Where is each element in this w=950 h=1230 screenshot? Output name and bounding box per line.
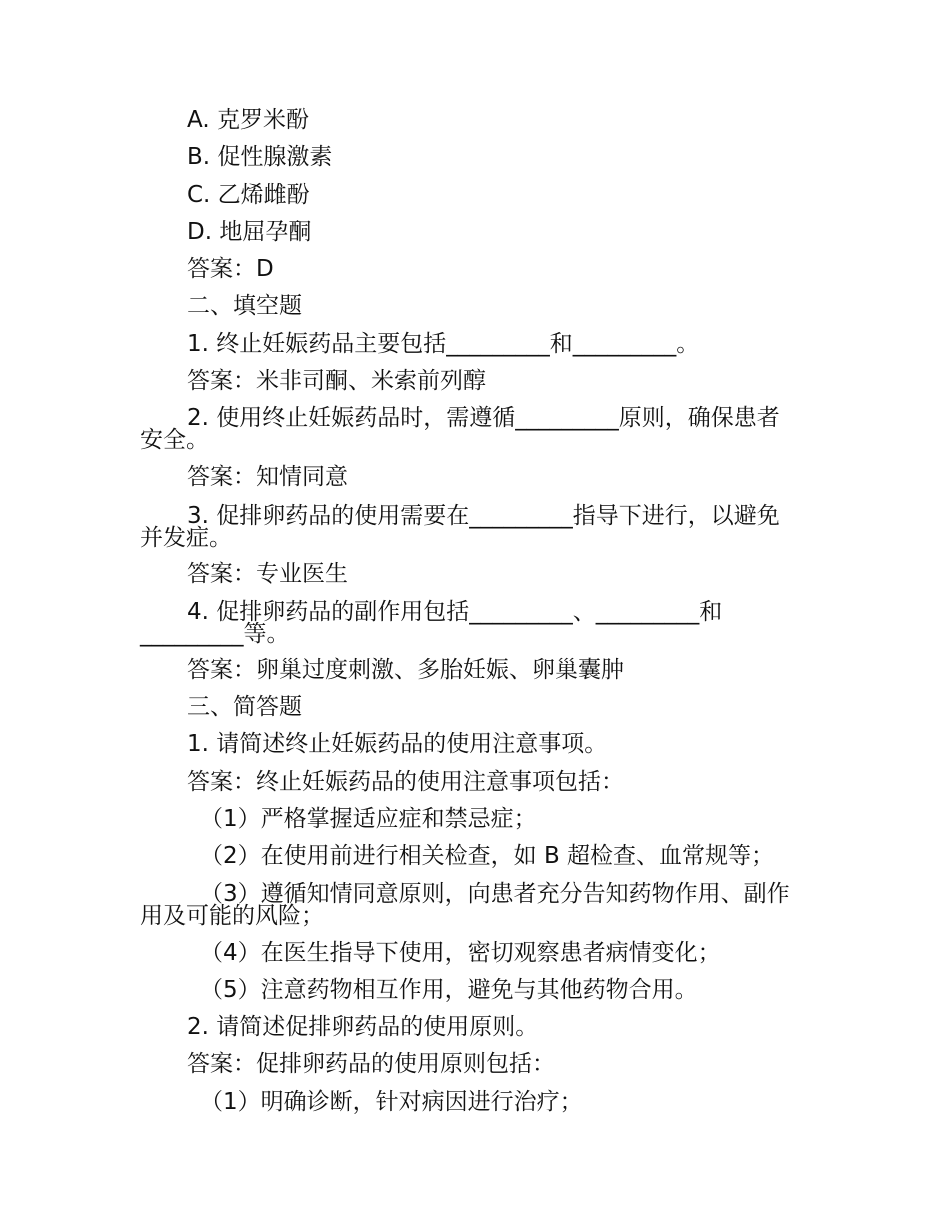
short-answer-1-item: （4）在医生指导下使用，密切观察患者病情变化； <box>200 940 721 966</box>
option-b: B. 促性腺激素 <box>187 144 333 170</box>
option-d: D. 地屈孕酮 <box>187 219 312 245</box>
short-answer-2-item: （1）明确诊断，针对病因进行治疗； <box>200 1089 583 1115</box>
short-answer-1-intro: 答案：终止妊娠药品的使用注意事项包括： <box>187 769 624 795</box>
short-question-1: 1. 请简述终止妊娠药品的使用注意事项。 <box>187 731 608 757</box>
fill-question-1: 1. 终止妊娠药品主要包括_________和_________。 <box>187 331 700 357</box>
short-answer-1-item: （1）严格掌握适应症和禁忌症； <box>200 806 537 832</box>
fill-answer-3: 答案：专业医生 <box>187 561 348 587</box>
fill-section-heading: 二、填空题 <box>187 293 302 319</box>
option-c: C. 乙烯雌酚 <box>187 182 310 208</box>
fill-answer-2: 答案：知情同意 <box>187 464 348 490</box>
fill-question-4: 4. 促排卵药品的副作用包括_________、_________和_________等。 <box>140 599 723 647</box>
choice-answer: 答案：D <box>187 256 274 282</box>
option-a: A. 克罗米酚 <box>187 107 309 133</box>
fill-question-2: 2. 使用终止妊娠药品时，需遵循_________原则，确保患者安全。 <box>140 405 780 453</box>
short-answer-1-item: （3）遵循知情同意原则，向患者充分告知药物作用、副作用及可能的风险； <box>140 881 790 929</box>
short-question-2: 2. 请简述促排卵药品的使用原则。 <box>187 1014 539 1040</box>
fill-answer-1: 答案：米非司酮、米索前列醇 <box>187 368 486 394</box>
short-answer-1-item: （5）注意药物相互作用，避免与其他药物合用。 <box>200 977 698 1003</box>
short-answer-1-item: （2）在使用前进行相关检查，如 B 超检查、血常规等； <box>200 843 775 869</box>
fill-answer-4: 答案：卵巢过度刺激、多胎妊娠、卵巢囊肿 <box>187 657 624 683</box>
short-answer-2-intro: 答案：促排卵药品的使用原则包括： <box>187 1051 555 1077</box>
fill-question-3: 3. 促排卵药品的使用需要在_________指导下进行，以避免并发症。 <box>140 503 780 551</box>
short-section-heading: 三、简答题 <box>187 694 302 720</box>
